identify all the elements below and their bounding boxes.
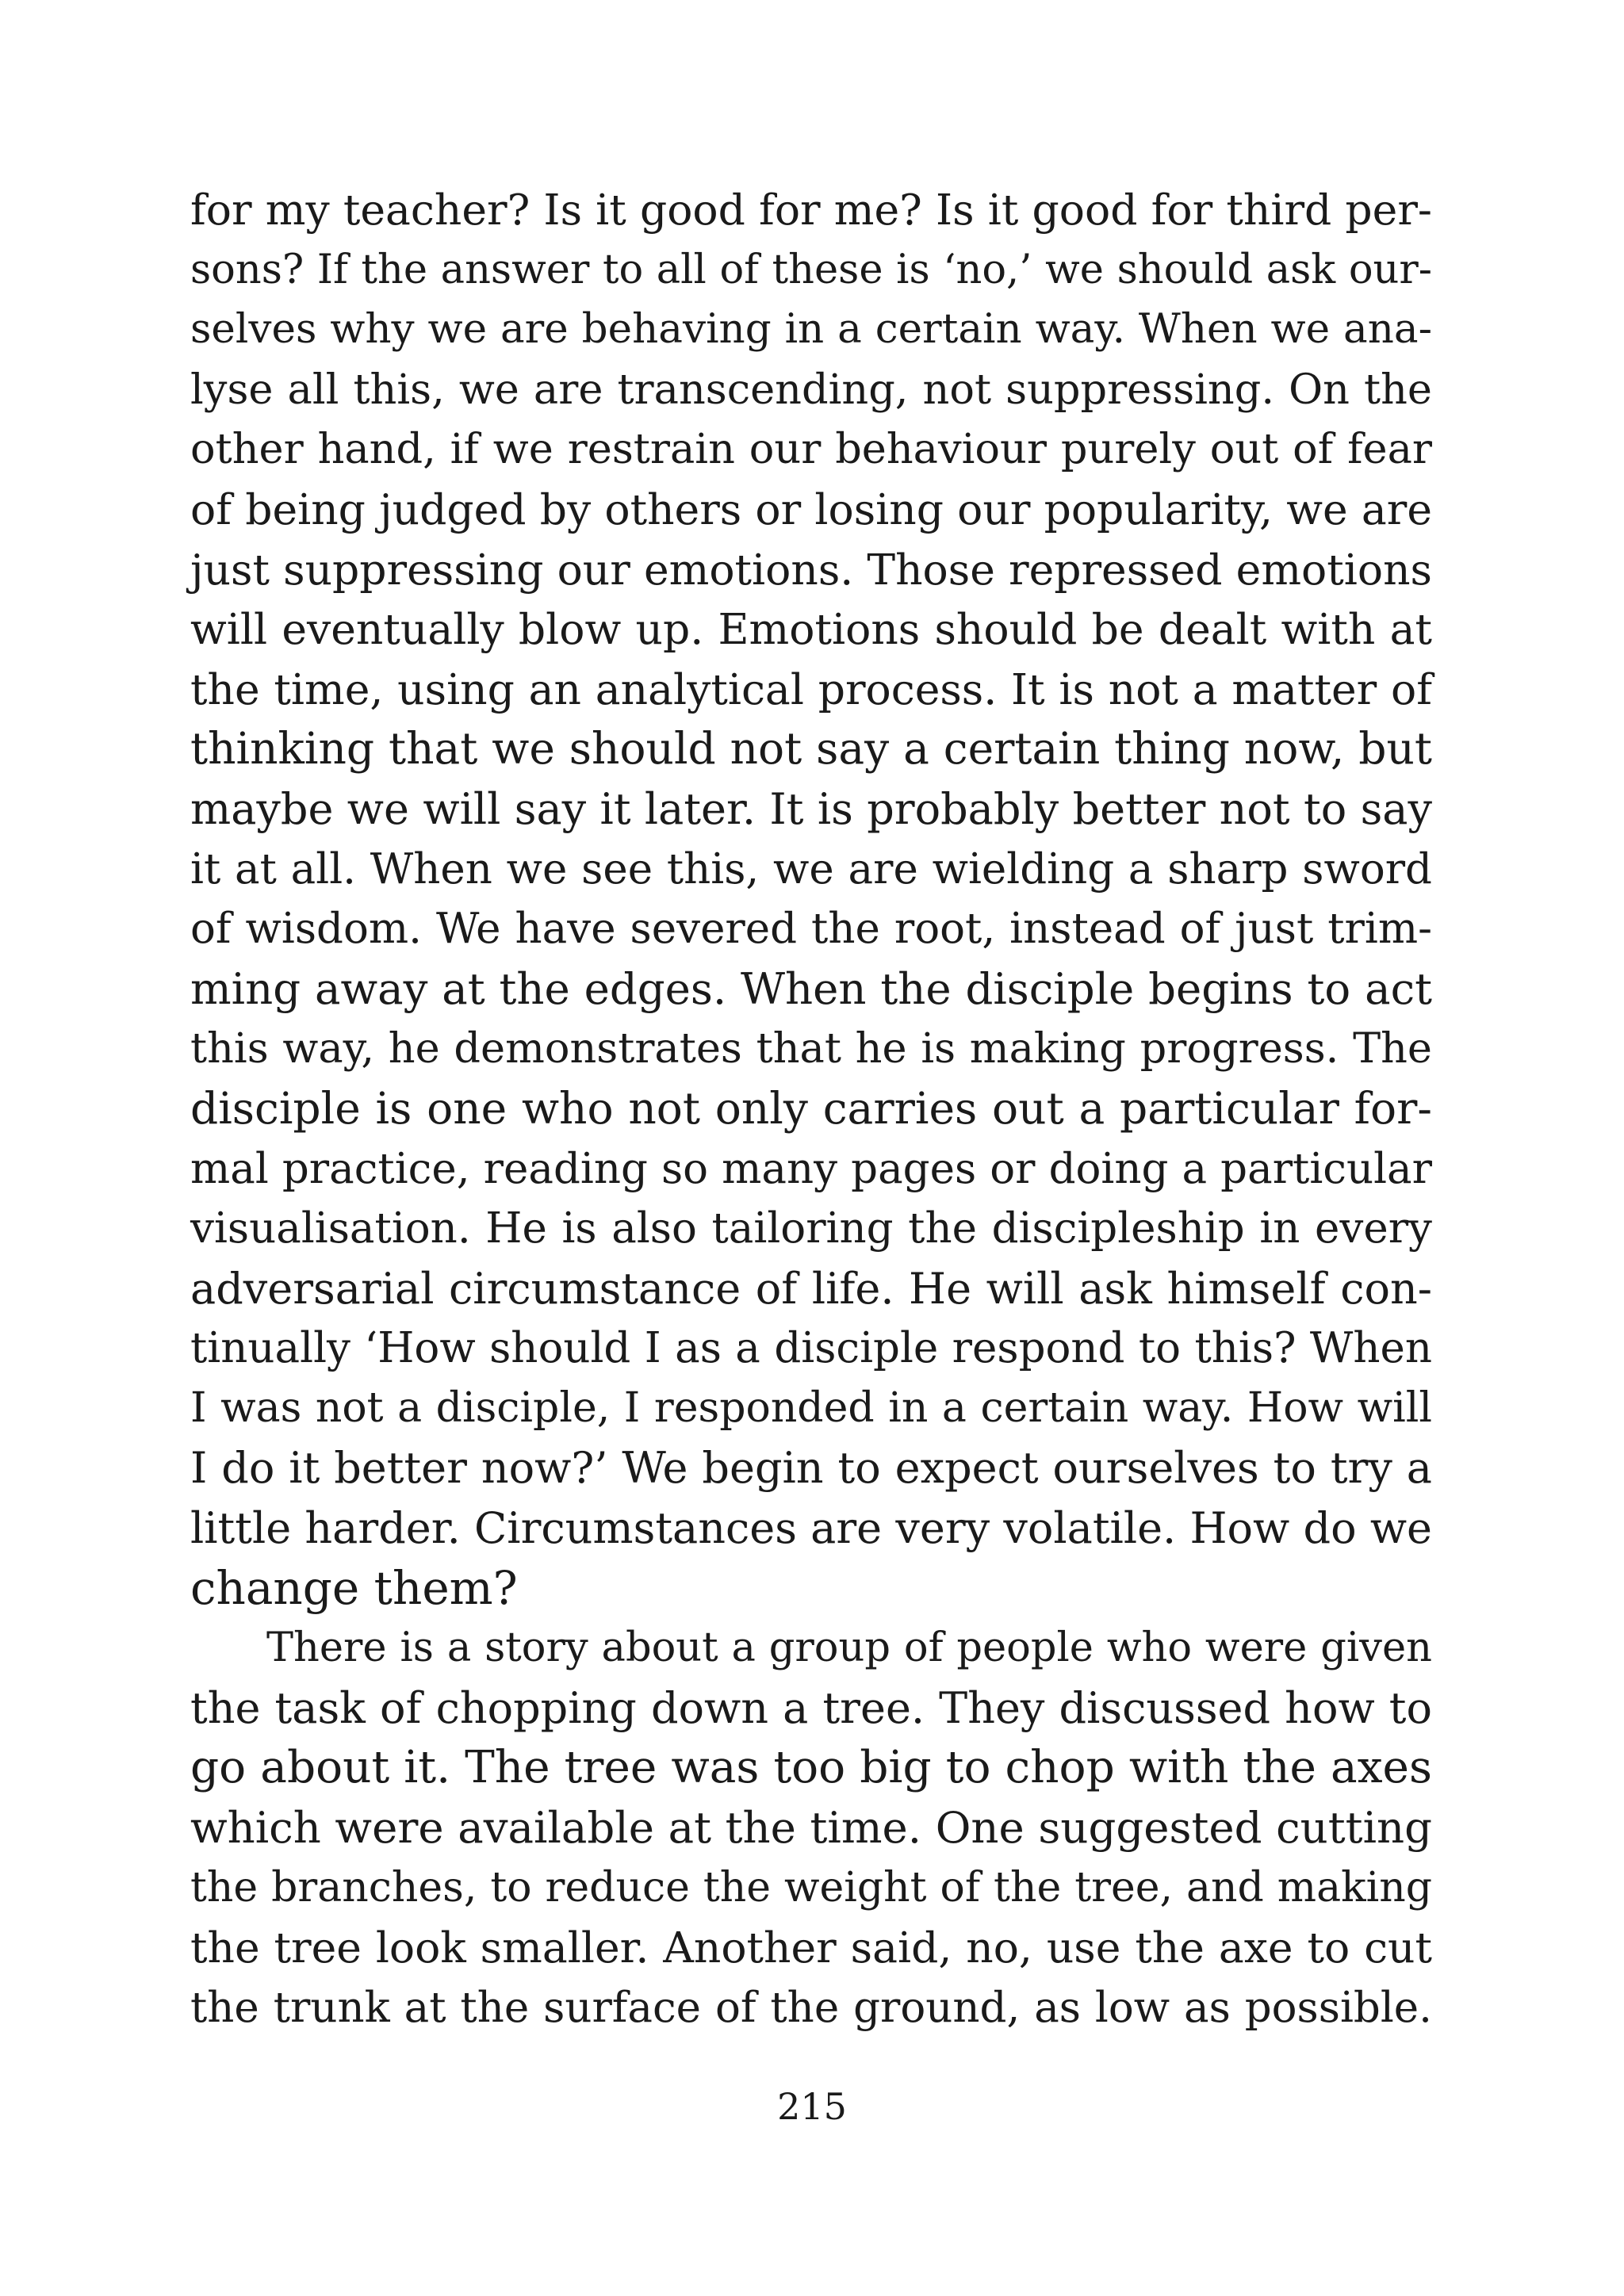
text-line: lyse all this, we are transcending, not suppressing. On the: [190, 365, 1432, 414]
text-line: this way, he demonstrates that he is making progress. The: [190, 1024, 1432, 1073]
text-line: thinking that we should not say a certain thing now, but: [190, 723, 1432, 775]
text-line: go about it. The tree was too big to chop with the axes: [190, 1742, 1432, 1794]
text-line: I was not a disciple, I responded in a certain way. How will: [190, 1383, 1432, 1432]
text-line: the trunk at the surface of the ground, as low as possible.: [190, 1983, 1432, 2032]
text-line: the task of chopping down a tree. They discussed how to: [190, 1682, 1432, 1733]
text-line: little harder. Circumstances are very volatile. How do we: [190, 1503, 1432, 1554]
text-line: will eventually blow up. Emotions should be dealt with at: [190, 604, 1432, 655]
body-text: [190, 180, 1432, 2038]
text-line: for my teacher? Is it good for me? Is it good for third per-: [190, 185, 1432, 235]
text-line: tinually ‘How should I as a disciple respond to this? When: [190, 1324, 1432, 1373]
text-line: visualisation. He is also tailoring the discipleship in every: [190, 1204, 1432, 1253]
text-line: the branches, to reduce the weight of the tree, and making: [190, 1863, 1432, 1911]
text-line: other hand, if we restrain our behaviour purely out of fear: [190, 425, 1432, 474]
page-number: 215: [777, 2085, 847, 2128]
text-line: it at all. When we see this, we are wielding a sharp sword: [190, 844, 1432, 894]
text-line: sons? If the answer to all of these is ‘no,’ we should ask our-: [190, 246, 1432, 293]
text-line: selves why we are behaving in a certain way. When we ana-: [190, 305, 1432, 354]
text-line: maybe we will say it later. It is probably better not to say: [190, 783, 1432, 834]
text-line: mal practice, reading so many pages or doing a particular: [190, 1144, 1432, 1193]
text-line: of wisdom. We have severed the root, instead of just trim-: [190, 905, 1432, 954]
text-line: adversarial circumstance of life. He will ask himself con-: [190, 1263, 1432, 1314]
text-line: change them?: [190, 1560, 518, 1615]
text-line: There is a story about a group of people who were given: [266, 1624, 1432, 1672]
text-line: of being judged by others or losing our popularity, we are: [190, 484, 1432, 534]
text-line: which were available at the time. One suggested cutting: [190, 1802, 1432, 1854]
text-line: the tree look smaller. Another said, no, use the axe to cut: [190, 1923, 1432, 1973]
text-line: just suppressing our emotions. Those repressed emotions: [190, 544, 1432, 595]
text-line: ming away at the edges. When the disciple begins to act: [190, 962, 1432, 1014]
text-line: the time, using an analytical process. It is not a matter of: [190, 664, 1432, 714]
text-line: I do it better now?’ We begin to expect ourselves to try a: [190, 1443, 1432, 1494]
text-line: disciple is one who not only carries out a particular for-: [190, 1082, 1432, 1134]
